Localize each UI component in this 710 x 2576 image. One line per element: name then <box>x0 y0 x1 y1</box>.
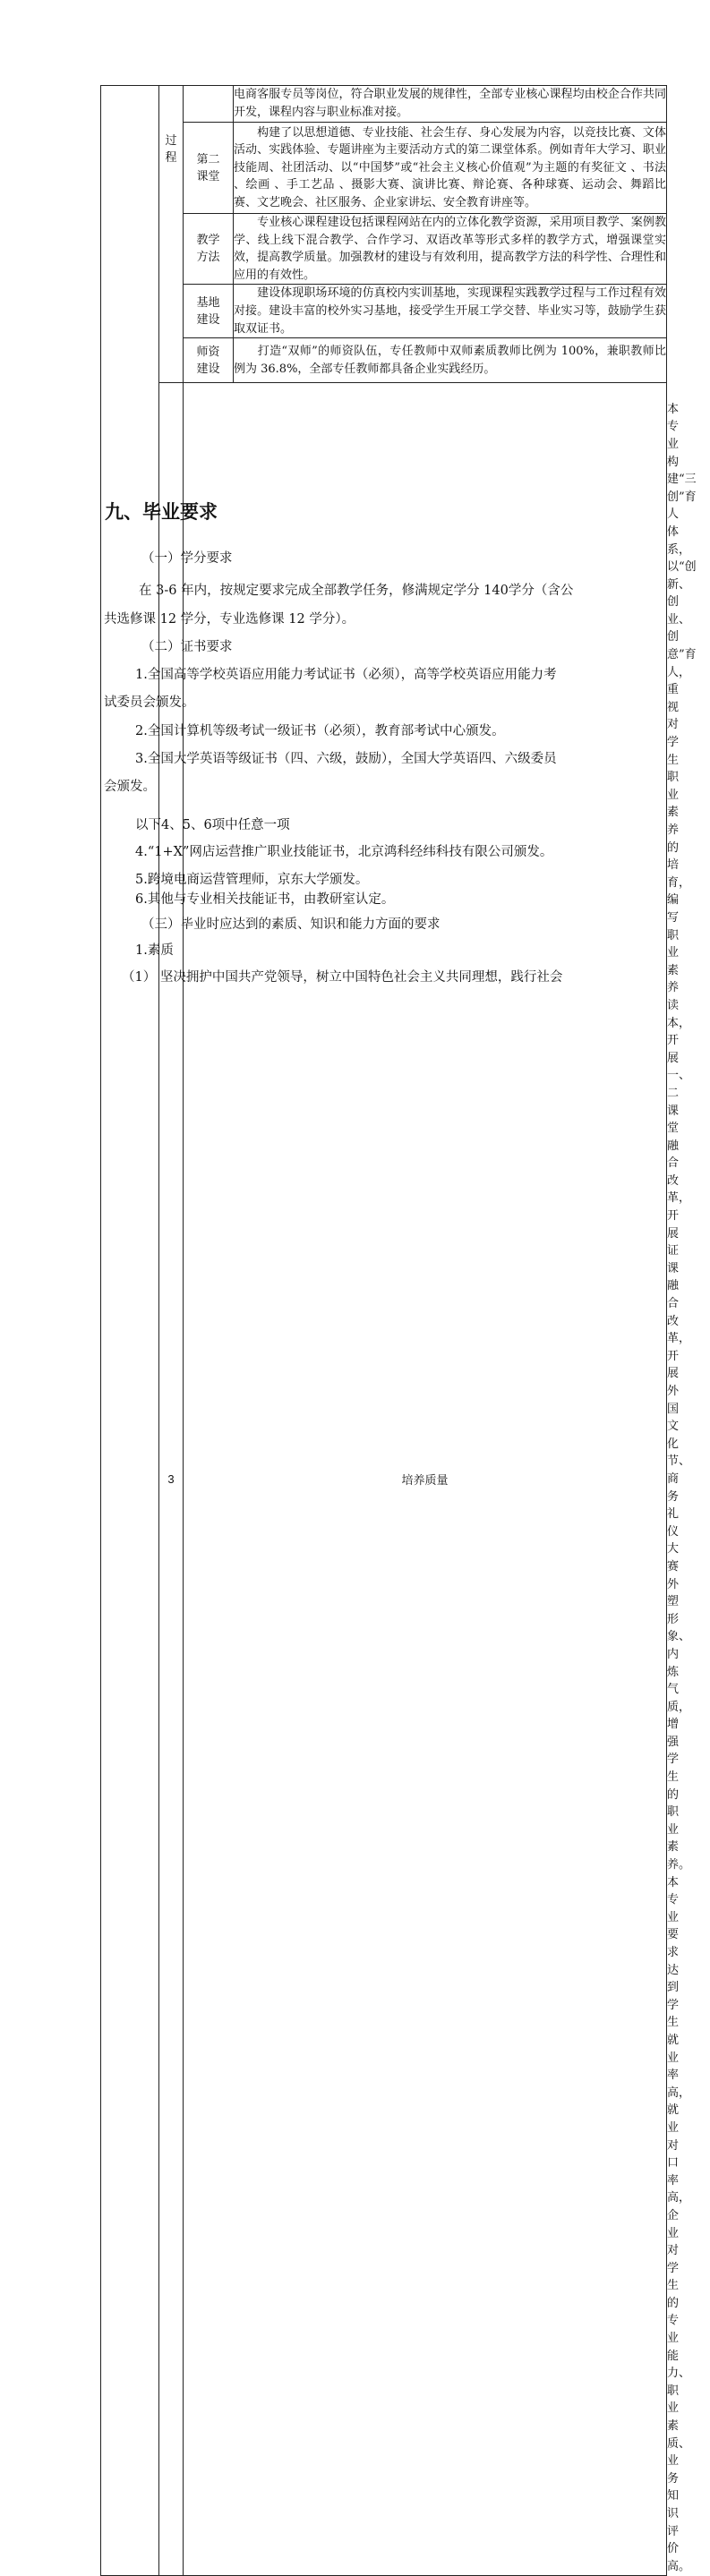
table-row <box>101 214 667 285</box>
sub-label: 第二 课堂 <box>184 123 234 214</box>
row-text: 建设体现职场环境的仿真校内实训基地，实现课程实践教学过程与工作过程有效对接。建设丰富的校外实习基地，接受学生开展工学交替、毕业实习等，鼓励学生获取双证书。 <box>234 285 667 338</box>
qualities-title: （三）毕业时应达到的素质、知识和能力方面的要求 <box>141 917 441 932</box>
section-label-cell <box>159 86 184 383</box>
certificate-choose-note: 以下4、5、6项中任意一项 <box>135 818 290 832</box>
certificate-item-2: 2.全国计算机等级考试一级证书（必须），教育部考试中心颁发。 <box>135 724 505 738</box>
certificate-item-4: 4.“1+X”网店运营推广职业技能证书，北京鸿科经纬科技有限公司颁发。 <box>135 845 553 859</box>
section-label: 过 程 <box>165 133 177 165</box>
table-row <box>101 338 667 383</box>
row-text: 打造“双师”的师资队伍，专任教师中双师素质教师比例为 100%，兼职教师比例为 36.8%，全部专任教师都具备企业实践经历。 <box>234 338 667 383</box>
credits-title: （一）学分要求 <box>141 551 233 566</box>
quality-number: 3 <box>159 383 184 2576</box>
sub-label-cell <box>184 86 234 123</box>
certificate-item-3-line1: 3.全国大学英语等级证书（四、六级，鼓励），全国大学英语四、六级委员 <box>135 752 557 766</box>
certificate-item-5: 5.跨境电商运营管理师，京东大学颁发。 <box>135 873 369 887</box>
certificate-item-1-line2: 试委员会颁发。 <box>104 695 195 710</box>
certificate-item-1-line1: 1.全国高等学校英语应用能力考试证书（必须），高等学校英语应用能力考 <box>135 668 557 682</box>
certificate-item-3-line2: 会颁发。 <box>104 780 156 794</box>
row-text: 专业核心课程建设包括课程网站在内的立体化教学资源，采用项目教学、案例教学、线上线下混合教学、合作学习、双语改革等形式多样的教学方式，增强课堂实效，提高教学质量。加强教材的建设与有效利用，提高教学方法的科学性、合理性和应用的有效性。 <box>234 214 667 285</box>
table-row <box>101 86 667 123</box>
sub-label: 教学 方法 <box>184 214 234 285</box>
table-row <box>101 123 667 214</box>
empty-number-cell <box>101 86 159 2576</box>
row-text: 构建了以思想道德、专业技能、社会生存、身心发展为内容，以竞技比赛、文体活动、实践体验、专题讲座为主要活动方式的第二课堂体系。例如青年大学习、职业技能周、社团活动、以“中国梦”或“社会主义核心价值观”为主题的有奖征文 、书法 、绘画 、手工艺品 、摄影大赛、演讲比赛、辩论赛、各种球赛、运动会、舞蹈比赛、文艺晚会、社区服务、企业家讲坛、安全教育讲座等。 <box>234 123 667 214</box>
credits-text-line1: 在 3-6 年内，按规定要求完成全部教学任务，修满规定学分 140学分（含公 <box>139 584 574 598</box>
certificates-title: （二）证书要求 <box>141 640 233 654</box>
certificate-item-6: 6.其他与专业相关技能证书，由教研室认定。 <box>135 892 395 907</box>
quality-table <box>100 85 697 2576</box>
qualities-subtitle: 1.素质 <box>135 943 174 958</box>
credits-text-line2: 共选修课 12 学分，专业选修课 12 学分）。 <box>104 612 355 627</box>
sub-label: 师资 建设 <box>184 338 234 383</box>
qualities-point-1: （1） 坚决拥护中国共产党领导，树立中国特色社会主义共同理想，践行社会 <box>122 970 563 985</box>
sub-label: 基地 建设 <box>184 285 234 338</box>
table-row <box>101 285 667 338</box>
row-text: 电商客服专员等岗位，符合职业发展的规律性，全部专业核心课程均由校企合作共同开发，课程内容与职业标准对接。 <box>234 86 667 123</box>
quality-label: 培养质量 <box>184 383 667 2576</box>
section-heading: 九、毕业要求 <box>105 501 218 523</box>
table-row: 3 培养质量 本专业构建“三创”育人体系，以“创新、创业、创意”育人，重视对学生职业素养的培育，编写职业素养读本，开展一、二课堂融合改革，开展证课融合改革，开展外国文化节、 商务礼仪大赛外塑形象、内炼气质，增强学生的职业素养。本专业要求达到学生就业率高，就业对口率高，企业对学生的专业能力、职业素质、业务知识评价高。 <box>101 383 667 2576</box>
